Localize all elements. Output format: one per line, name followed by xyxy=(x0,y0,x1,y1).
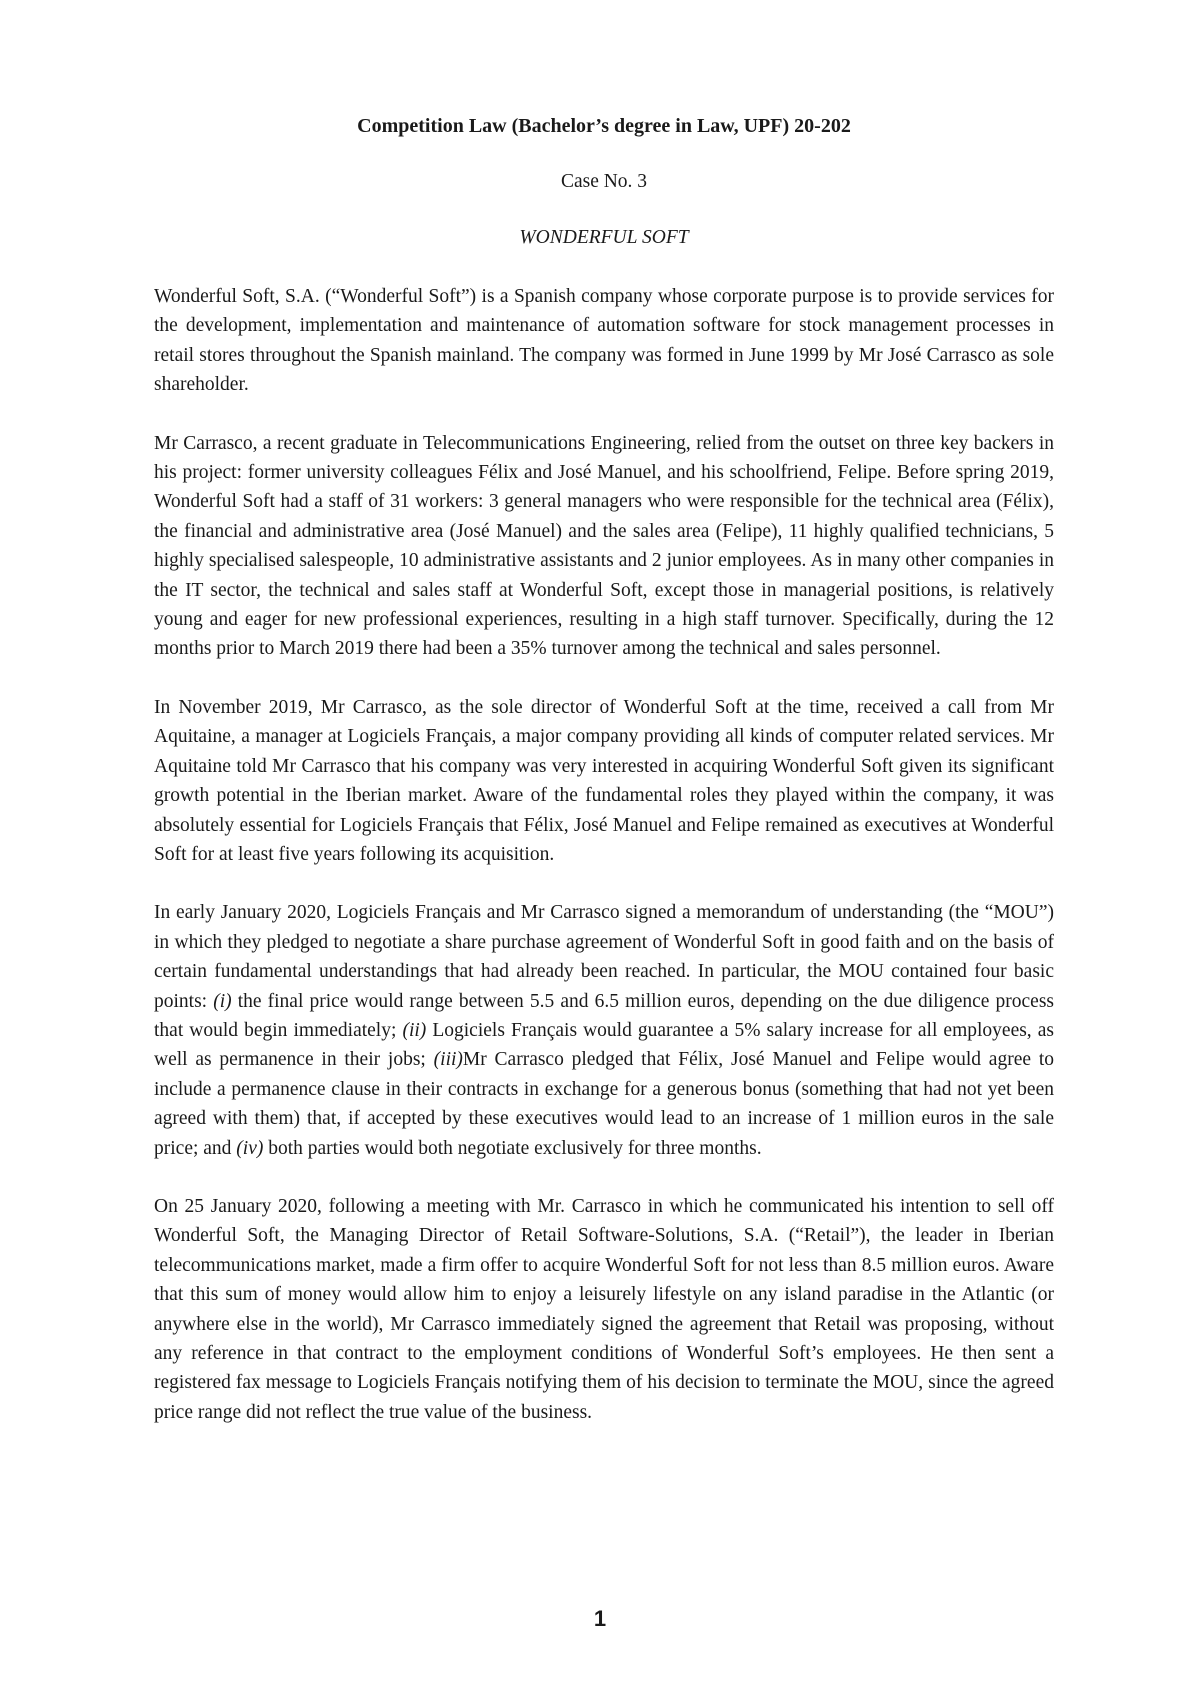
mou-point-text: Logiciels Français would guarantee a 5% salary increase for all employees, as well as permanence in their jobs; xyxy=(154,1019,1054,1071)
mou-point-text: both parties would both negotiate exclusively for three months. xyxy=(263,1137,762,1159)
mou-point-marker: (i) xyxy=(213,990,232,1012)
case-name: WONDERFUL SOFT xyxy=(519,227,689,248)
paragraph-acquisition-interest: In November 2019, Mr Carrasco, as the sole director of Wonderful Soft at the time, received a call from Mr Aquitaine, a manager at Logiciels Français, a major company providing all kinds of computer related services. Mr Aquitaine told Mr Carrasco that his company was very interested in acquiring Wonderful Soft given its significant growth potential in the Iberian market. Aware of the fundamental roles they played within the company, it was absolutely essential for Logiciels Français that Félix, José Manuel and Felipe remained as executives at Wonderful Soft for at least five years following its acquisition. xyxy=(154,696,1054,865)
paragraph-mou xyxy=(154,898,1054,1163)
document-body xyxy=(154,112,1054,1427)
mou-point-marker: (iv) xyxy=(236,1137,264,1159)
mou-point-text: the final price would range between 5.5 and 6.5 million euros, depending on the due diligence process that would begin immediately; xyxy=(154,990,1054,1041)
mou-point-text: Mr Carrasco pledged that Félix, José Manuel and Felipe would agree to include a permanence clause in their contracts in exchange for a generous bonus (something that had not yet been agreed with them) that, if accepted by these executives would lead to an increase of 1 million euros in the sale price; and xyxy=(154,1049,1054,1159)
page-number: 1 xyxy=(593,1606,607,1631)
mou-point-marker: (ii) xyxy=(402,1019,427,1041)
paragraph-staff: Mr Carrasco, a recent graduate in Telecommunications Engineering, relied from the outset on three key backers in his project: former university colleagues Félix and José Manuel, and his schoolfriend, Felipe. Before spring 2019, Wonderful Soft had a staff of 31 workers: 3 general managers who were responsible for the technical area (Félix), the financial and administrative area (José Manuel) and the sales area (Felipe), 11 highly qualified technicians, 5 highly specialised salespeople, 10 administrative assistants and 2 junior employees. As in many other companies in the IT sector, the technical and sales staff at Wonderful Soft, except those in managerial positions, is relatively young and eager for new professional experiences, resulting in a high staff turnover. Specifically, during the 12 months prior to March 2019 there had been a 35% turnover among the technical and sales personnel. xyxy=(154,432,1054,660)
document-title: Competition Law (Bachelor’s degree in Law, UPF) 20-202 xyxy=(357,115,851,137)
paragraph-company-overview: Wonderful Soft, S.A. (“Wonderful Soft”) is a Spanish company whose corporate purpose is to provide services for the development, implementation and maintenance of automation software for stock management processes in retail stores throughout the Spanish mainland. The company was formed in June 1999 by Mr José Carrasco as sole shareholder. xyxy=(154,286,1054,396)
case-number: Case No. 3 xyxy=(560,171,648,192)
mou-point-marker: (iii) xyxy=(433,1049,463,1071)
mou-intro-text: In early January 2020, Logiciels Français and Mr Carrasco signed a memorandum of understanding (the “MOU”) in which they pledged to negotiate a share purchase agreement of Wonderful Soft in good faith and on the basis of certain fundamental understandings that had already been reached. In particular, the MOU contained four basic points: xyxy=(154,902,1054,1012)
paragraph-retail-offer: On 25 January 2020, following a meeting with Mr. Carrasco in which he communicated his intention to sell off Wonderful Soft, the Managing Director of Retail Software-Solutions, S.A. (“Retail”), the leader in Iberian telecommunications market, made a firm offer to acquire Wonderful Soft for not less than 8.5 million euros. Aware that this sum of money would allow him to enjoy a leisurely lifestyle on any island paradise in the Atlantic (or anywhere else in the world), Mr Carrasco immediately signed the agreement that Retail was proposing, without any reference in that contract to the employment conditions of Wonderful Soft’s employees. He then sent a registered fax message to Logiciels Français notifying them of his decision to terminate the MOU, since the agreed price range did not reflect the true value of the business. xyxy=(154,1195,1054,1423)
